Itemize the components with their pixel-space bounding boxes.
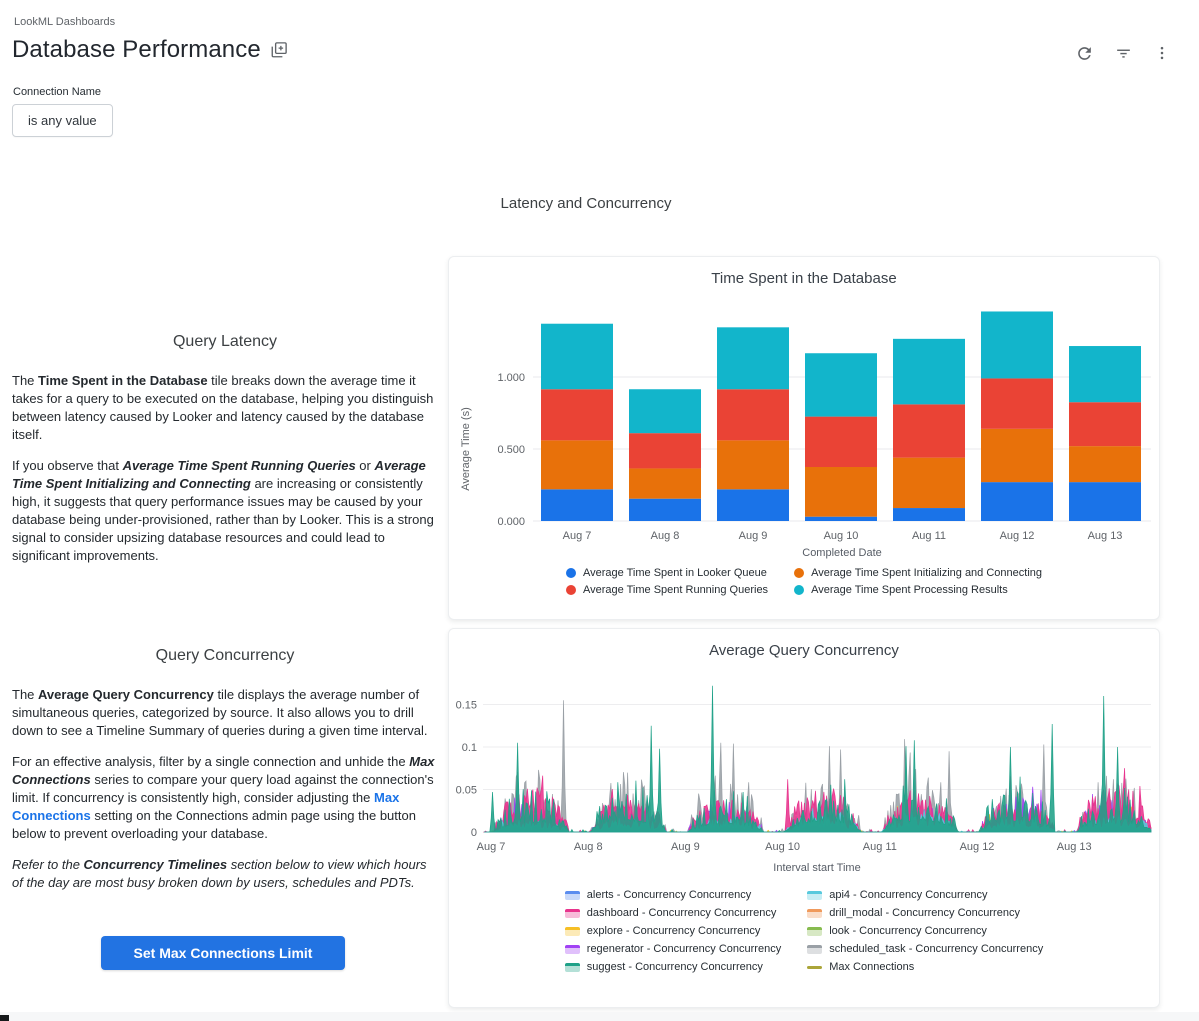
svg-text:Aug 10: Aug 10 bbox=[765, 841, 801, 853]
svg-text:1.000: 1.000 bbox=[497, 372, 525, 384]
svg-text:Aug 10: Aug 10 bbox=[823, 530, 859, 542]
legend-label: explore - Concurrency Concurrency bbox=[586, 925, 761, 937]
legend-swatch bbox=[565, 963, 580, 972]
bar-chart-title: Time Spent in the Database bbox=[711, 270, 897, 287]
section-title: Latency and Concurrency bbox=[500, 195, 672, 212]
svg-text:Completed Date: Completed Date bbox=[802, 547, 882, 559]
svg-text:Aug 12: Aug 12 bbox=[959, 841, 995, 853]
svg-text:Aug 7: Aug 7 bbox=[562, 530, 592, 542]
svg-text:0: 0 bbox=[470, 827, 477, 839]
more-vert-icon[interactable] bbox=[1151, 42, 1173, 64]
legend-label: Average Time Spent Initializing and Connecting bbox=[811, 567, 1043, 579]
filter-label: Connection Name bbox=[13, 86, 102, 98]
legend-item[interactable] bbox=[566, 584, 768, 596]
legend-label: Average Time Spent Running Queries bbox=[582, 584, 769, 596]
svg-text:0.500: 0.500 bbox=[497, 444, 525, 456]
legend-label: scheduled_task - Concurrency Concurrency bbox=[829, 943, 1044, 955]
legend-item[interactable] bbox=[565, 889, 781, 901]
legend-swatch bbox=[565, 927, 580, 936]
svg-text:0.15: 0.15 bbox=[455, 699, 477, 712]
set-max-connections-button[interactable]: Set Max Connections Limit bbox=[101, 936, 345, 970]
area-chart-title: Average Query Concurrency bbox=[709, 642, 899, 659]
legend-swatch bbox=[807, 966, 822, 969]
legend-label: suggest - Concurrency Concurrency bbox=[586, 961, 763, 973]
legend-label: Max Connections bbox=[829, 961, 915, 973]
svg-text:0.1: 0.1 bbox=[461, 742, 477, 754]
paragraph: For an effective analysis, filter by a single connection and unhide the Max Connections series to compare your query load against the connection's limit. If concurrency is consistently high, consider adjusting the Max Connections setting on the Connections admin page using the button below to prevent overloading your database. bbox=[12, 754, 435, 841]
legend-swatch bbox=[566, 585, 576, 595]
connection-filter-dropdown[interactable]: is any value bbox=[12, 104, 113, 137]
bar-chart-legend bbox=[449, 567, 1159, 596]
legend-label: look - Concurrency Concurrency bbox=[829, 925, 987, 937]
legend-swatch bbox=[807, 909, 822, 918]
legend-swatch bbox=[566, 568, 576, 578]
paragraph: Refer to the Concurrency Timelines section below to view which hours of the day are most busy broken down by users, schedules and PDTs. bbox=[12, 857, 427, 890]
bottom-left-corner-mark bbox=[0, 1015, 9, 1021]
svg-text:Aug 9: Aug 9 bbox=[671, 841, 700, 853]
legend-swatch bbox=[794, 568, 804, 578]
legend-item[interactable] bbox=[807, 961, 1043, 973]
legend-label: api4 - Concurrency Concurrency bbox=[829, 889, 988, 901]
legend-swatch bbox=[807, 945, 822, 954]
legend-item[interactable] bbox=[807, 907, 1043, 919]
paragraph: The Time Spent in the Database tile breaks down the average time it takes for a query to be executed on the database, helping you distinguish between latency caused by Looker and latency caused by the database itself. bbox=[12, 373, 434, 442]
refresh-icon[interactable] bbox=[1073, 42, 1095, 64]
svg-text:Aug 7: Aug 7 bbox=[476, 841, 506, 853]
svg-text:Aug 8: Aug 8 bbox=[650, 530, 680, 542]
svg-text:Aug 13: Aug 13 bbox=[1056, 841, 1092, 853]
legend-label: alerts - Concurrency Concurrency bbox=[586, 889, 752, 901]
legend-label: dashboard - Concurrency Concurrency bbox=[586, 907, 777, 919]
legend-item[interactable] bbox=[807, 889, 1043, 901]
time-spent-card bbox=[448, 256, 1160, 620]
concurrency-card bbox=[448, 628, 1160, 1008]
legend-swatch bbox=[565, 891, 580, 900]
svg-text:Average Time (s): Average Time (s) bbox=[460, 407, 472, 491]
query-latency-heading: Query Latency bbox=[172, 333, 278, 350]
breadcrumb[interactable]: LookML Dashboards bbox=[14, 16, 116, 28]
legend-item[interactable] bbox=[565, 907, 781, 919]
legend-swatch bbox=[565, 945, 580, 954]
svg-text:Interval start Time: Interval start Time bbox=[773, 862, 861, 874]
page-title: Database Performance bbox=[12, 36, 261, 63]
legend-label: Average Time Spent Processing Results bbox=[811, 584, 1008, 596]
legend-item[interactable] bbox=[794, 567, 1042, 579]
svg-text:Aug 12: Aug 12 bbox=[999, 530, 1035, 542]
svg-text:0.05: 0.05 bbox=[455, 784, 477, 797]
legend-label: drill_modal - Concurrency Concurrency bbox=[829, 907, 1020, 919]
svg-text:Aug 8: Aug 8 bbox=[573, 841, 603, 853]
copy-dashboard-icon[interactable] bbox=[270, 41, 288, 59]
legend-label: Average Time Spent in Looker Queue bbox=[582, 567, 767, 579]
svg-text:0.000: 0.000 bbox=[497, 516, 525, 528]
query-concurrency-text bbox=[12, 647, 438, 905]
legend-item[interactable] bbox=[565, 925, 781, 937]
legend-item[interactable] bbox=[566, 567, 768, 579]
legend-label: regenerator - Concurrency Concurrency bbox=[586, 943, 782, 955]
query-concurrency-heading: Query Concurrency bbox=[155, 647, 295, 664]
filter-icon[interactable] bbox=[1112, 42, 1134, 64]
legend-item[interactable] bbox=[565, 943, 781, 955]
max-connections-link[interactable]: Max Connections bbox=[12, 790, 400, 823]
area-chart-legend bbox=[449, 889, 1159, 973]
bar-chart-plot[interactable] bbox=[449, 297, 1161, 563]
title-row bbox=[12, 36, 288, 64]
area-chart-plot[interactable] bbox=[449, 669, 1161, 881]
page-bottom-strip bbox=[0, 1012, 1199, 1021]
header-actions bbox=[1073, 42, 1173, 64]
query-latency-text bbox=[12, 333, 438, 578]
legend-swatch bbox=[565, 909, 580, 918]
legend-swatch bbox=[794, 585, 804, 595]
legend-item[interactable] bbox=[807, 943, 1043, 955]
paragraph: The Average Query Concurrency tile displays the average number of simultaneous queries, categorized by source. It also allows you to drill down to see a Timeline Summary of queries during a given time interval. bbox=[12, 687, 428, 738]
svg-text:Aug 13: Aug 13 bbox=[1087, 530, 1123, 542]
svg-text:Aug 11: Aug 11 bbox=[862, 841, 897, 853]
legend-swatch bbox=[807, 891, 822, 900]
legend-swatch bbox=[807, 927, 822, 936]
svg-text:Aug 9: Aug 9 bbox=[738, 530, 768, 542]
legend-item[interactable] bbox=[565, 961, 781, 973]
legend-item[interactable] bbox=[807, 925, 1043, 937]
legend-item[interactable] bbox=[794, 584, 1042, 596]
svg-text:Aug 11: Aug 11 bbox=[911, 530, 947, 542]
paragraph: If you observe that Average Time Spent Running Queries or Average Time Spent Initializing and Connecting are increasing or consistently high, it suggests that query performance issues may be caused by your database being under-provisioned, rather than by Looker. This is a strong signal to consider upsizing database resources and could lead to significant improvements. bbox=[12, 458, 434, 563]
